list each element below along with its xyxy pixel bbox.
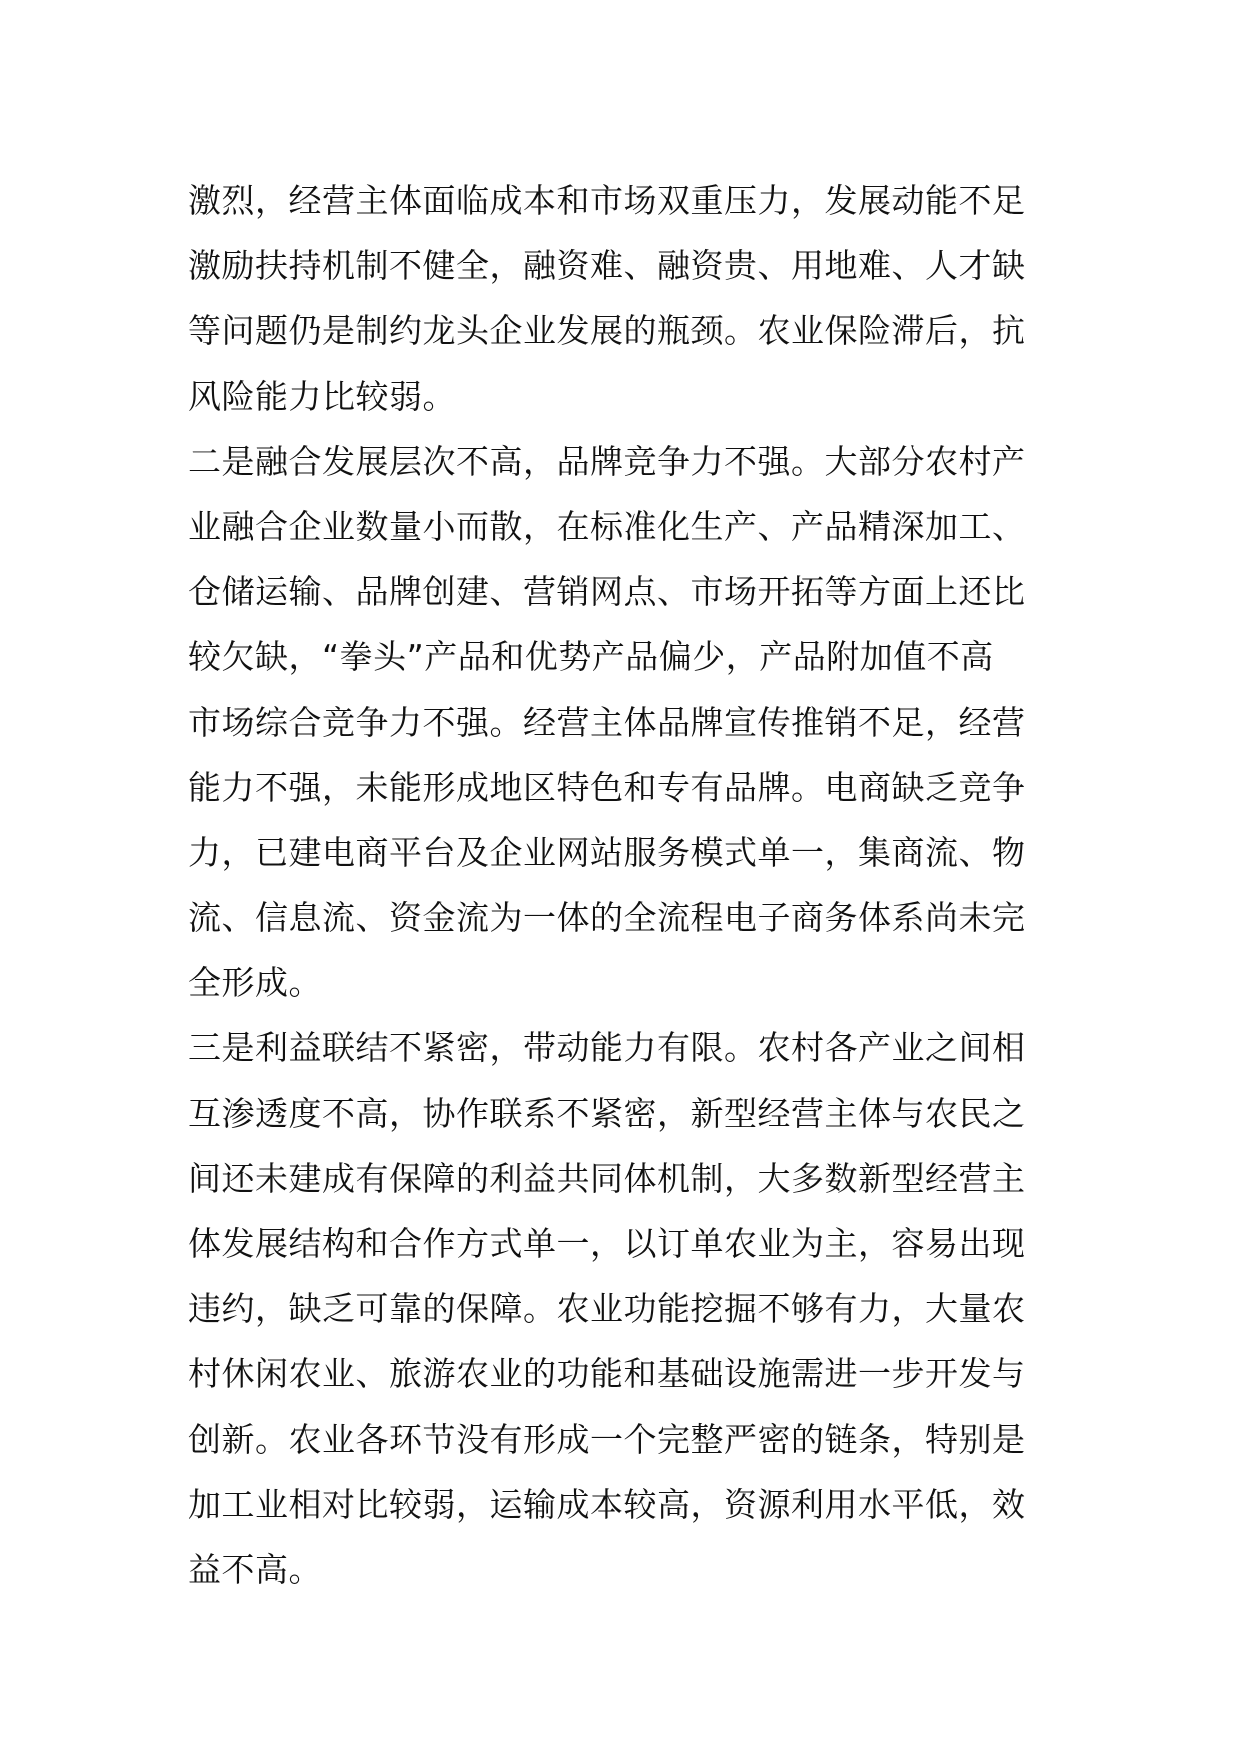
text-line: 激励扶持机制不健全，融资难、融资贵、用地难、人才缺 [188,246,1026,286]
text-line: 二是融合发展层次不高，品牌竞争力不强。大部分农村产 [188,441,1026,481]
text-line: 仓储运输、品牌创建、营销网点、市场开拓等方面上还比 [188,572,1026,612]
text-line: 较欠缺，“拳头”产品和优势产品偏少，产品附加值不高 [188,637,994,677]
text-line: 力，已建电商平台及企业网站服务模式单一，集商流、物 [188,832,1026,872]
text-line: 流、信息流、资金流为一体的全流程电子商务体系尚未完 [188,898,1026,938]
text-line: 益不高。 [188,1549,322,1589]
text-line: 互渗透度不高，协作联系不紧密，新型经营主体与农民之 [188,1093,1026,1133]
text-line: 能力不强，未能形成地区特色和专有品牌。电商缺乏竞争 [188,767,1026,807]
text-line: 体发展结构和合作方式单一，以订单农业为主，容易出现 [188,1224,1026,1263]
text-line: 业融合企业数量小而散，在标准化生产、产品精深加工、 [188,506,1026,546]
text-line: 全形成。 [188,963,322,1003]
text-line: 间还未建成有保障的利益共同体机制，大多数新型经营主 [188,1158,1026,1198]
text-line: 激烈，经营主体面临成本和市场双重压力，发展动能不足 [188,181,1026,220]
text-line: 加工业相对比较弱，运输成本较高，资源利用水平低，效 [188,1484,1026,1524]
text-line: 市场综合竞争力不强。经营主体品牌宣传推销不足，经营 [188,702,1026,742]
text-line: 等问题仍是制约龙头企业发展的瓶颈。农业保险滞后，抗 [188,311,1026,351]
body-text [188,168,1068,1602]
text-line: 三是利益联结不紧密，带动能力有限。农村各产业之间相 [188,1028,1026,1068]
text-line: 创新。农业各环节没有形成一个完整严密的链条，特别是 [188,1419,1026,1459]
text-line: 村休闲农业、旅游农业的功能和基础设施需进一步开发与 [188,1354,1026,1394]
text-line: 违约，缺乏可靠的保障。农业功能挖掘不够有力，大量农 [188,1289,1026,1329]
text-line: 风险能力比较弱。 [188,376,456,416]
